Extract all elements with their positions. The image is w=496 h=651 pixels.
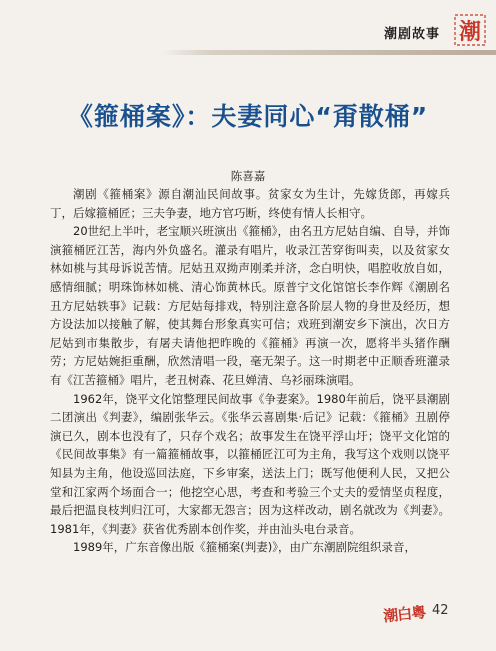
magazine-logo <box>383 597 429 627</box>
page-header <box>0 0 496 62</box>
article-body <box>50 185 450 557</box>
article-author: 陈喜嘉 <box>230 169 266 183</box>
paragraph: 1962年，饶平文化馆整理民间故事《争妻案》。1980年前后，饶平县潮剧二团演出《判妻》，编剧张华云。《张华云喜剧集·后记》记载：《箍桶》丑剧停演已久，剧本也没有了，只存个戏名；故事发生在饶平浮山圩；饶平文化馆的《民间故事集》有一篇箍桶故事，以箍桶匠江可为主角，我写这个戏则以饶平知县为主角，他设巡回法庭，下乡审案，送法上门；既写他便利人民，又把公堂和江家两个场面合一；他挖空心思，考查和考验三个丈夫的爱情坚贞程度，最后把温良枝判归江可，大家都无怨言；因为这样改动，剧名就改为《判妻》。1981年，《判妻》获省优秀剧本创作奖，并由汕头电台录音。 <box>50 391 450 536</box>
page-number: 42 <box>432 603 449 618</box>
svg-text:潮: 潮 <box>458 19 482 45</box>
section-label: 潮剧故事 <box>383 27 440 42</box>
article-title: 《箍桶案》：夫妻同心“甭散桶” <box>67 102 429 131</box>
seal-icon <box>452 12 488 48</box>
magazine-logo-icon <box>383 597 429 627</box>
svg-text:潮白粵: 潮白粵 <box>383 603 427 626</box>
paragraph: 潮剧《箍桶案》源自潮汕民间故事。贫家女为生计，先嫁货郎，再嫁兵丁，后嫁箍桶匠；三夫争妻，地方官巧断，终使有情人长相守。 <box>50 187 450 220</box>
paragraph: 1989年，广东音像出版《箍桶案(判妻)》，由广东潮剧院组织录音， <box>73 540 416 555</box>
seal-logo <box>452 12 488 48</box>
header-divider-bar <box>160 50 496 55</box>
paragraph: 20世纪上半叶，老宝顺兴班演出《箍桶》，由名丑方尼姑自编、自导，并饰演箍桶匠江苦，海内外负盛名。灌录有唱片，收录江苦穿街叫卖，以及贫家女林如桃与其母诉说苦情。尼姑丑双拗声刚柔并济，念白明快，唱腔收放自如，感情细腻；明珠饰林如桃、清心饰黄林氏。原普宁文化馆馆长李作辉《潮剧名丑方尼姑轶事》记载：方尼姑每排戏，特别注意各阶层人物的身世及经历，想方设法加以接触了解，使其舞台形象真实可信；戏班到潮安乡下演出，次日方尼姑到市集散步，有屠夫请他把昨晚的《箍桶》再演一次，愿将半头猪作酬劳；方尼姑婉拒重酬，欣然清唱一段，毫无架子。这一时期老中正顺香班灌录有《江苦箍桶》唱片，老丑树森、花旦婵清、乌衫丽珠演唱。 <box>50 224 450 387</box>
